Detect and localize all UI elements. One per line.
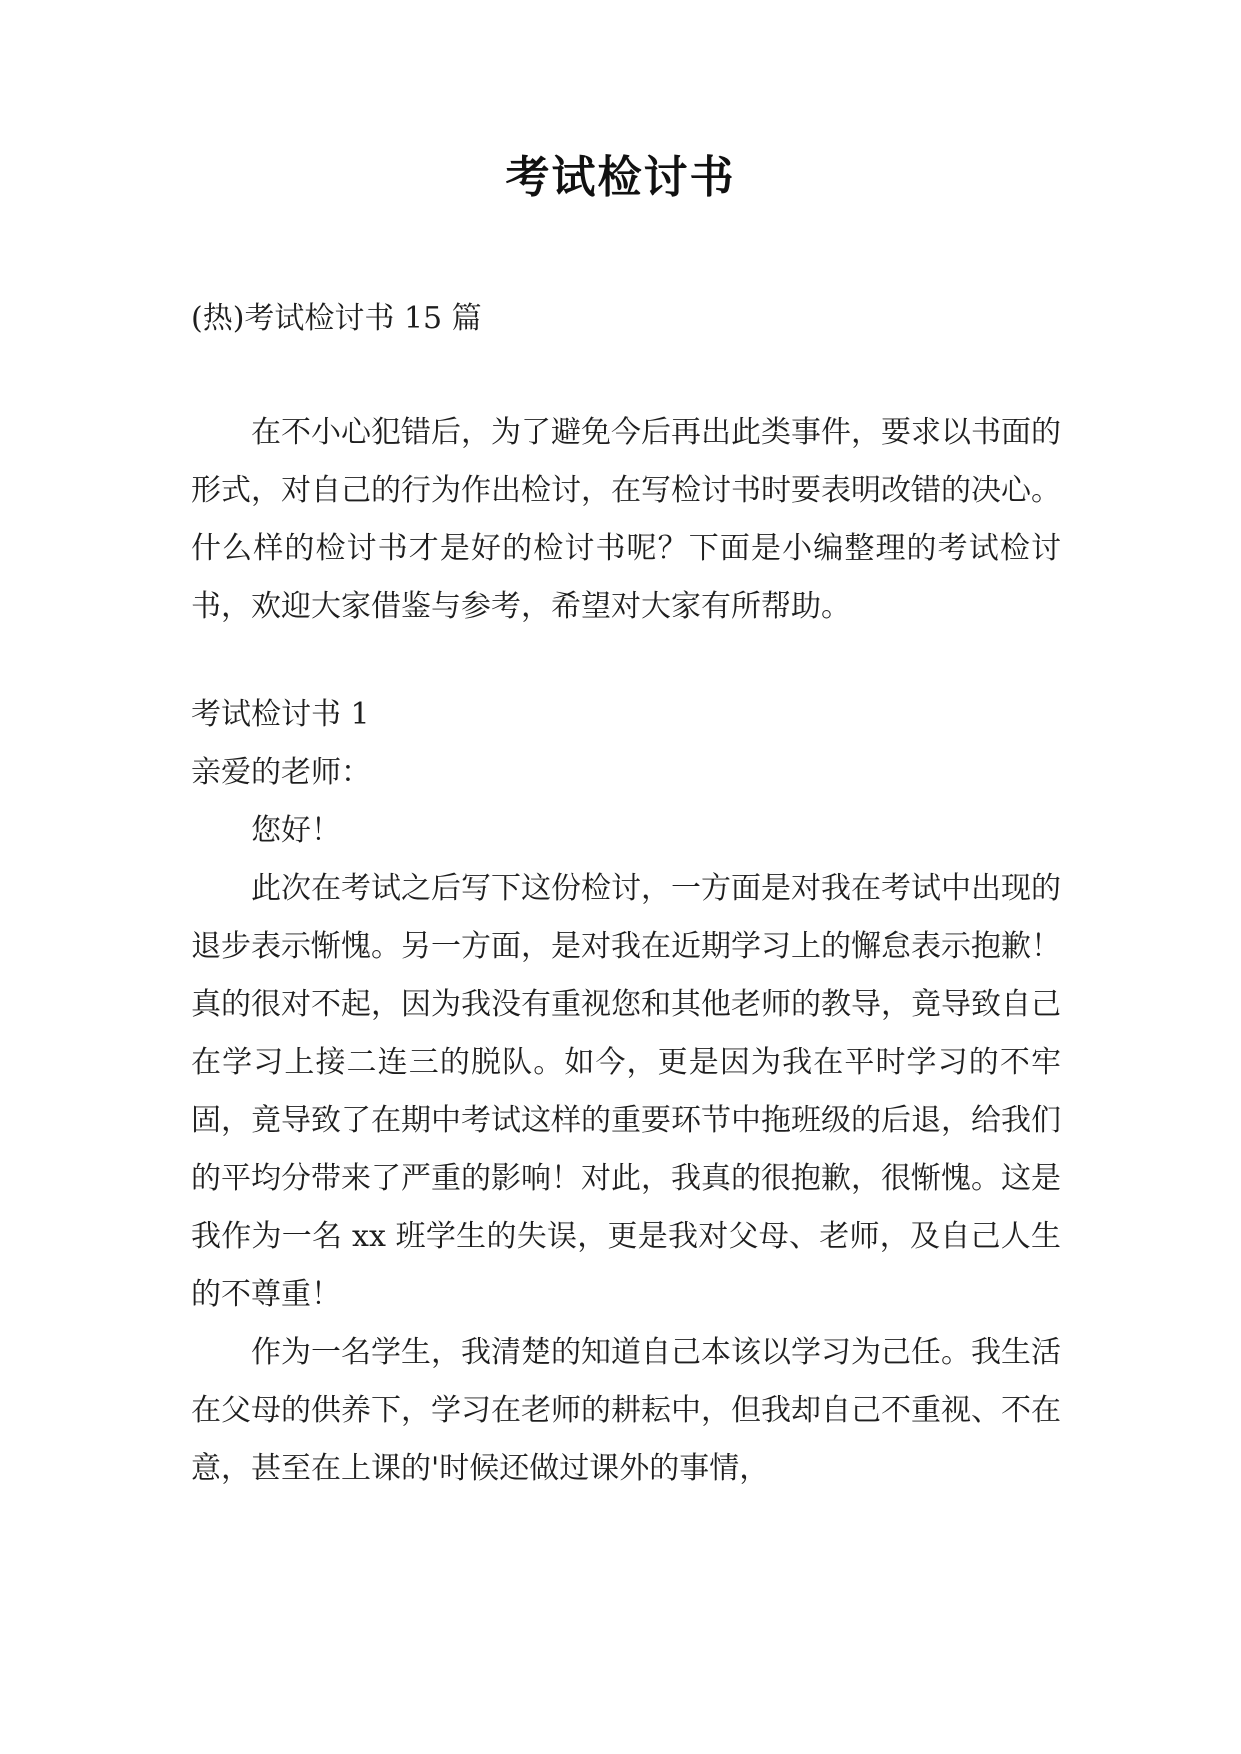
document-subtitle: (热)考试检讨书 15 篇 [191,301,482,336]
salutation: 亲爱的老师： [191,755,371,790]
section-heading: 考试检讨书 1 [191,697,370,732]
greeting: 您好！ [251,813,341,848]
body-paragraph-1: 此次在考试之后写下这份检讨，一方面是对我在考试中出现的退步表示惭愧。另一方面，是对我在近期学习上的懈怠表示抱歉！真的很对不起，因为我没有重视您和其他老师的教导，竟导致自己在学习上接二连三的脱队。如今，更是因为我在平时学习的不牢固，竟导致了在期中考试这样的重要环节中拖班级的后退，给我们的平均分带来了严重的影响！对此，我真的很抱歉，很惭愧。这是我作为一名 xx 班学生的失误，更是我对父母、老师，及自己人生的不尊重！ [191,871,1061,1312]
document-title: 考试检讨书 [505,152,736,203]
document-body [191,290,1061,1498]
body-paragraph-2: 作为一名学生，我清楚的知道自己本该以学习为己任。我生活在父母的供养下，学习在老师的耕耘中，但我却自己不重视、不在意，甚至在上课的'时候还做过课外的事情， [191,1335,1061,1486]
intro-paragraph: 在不小心犯错后，为了避免今后再出此类事件，要求以书面的形式，对自己的行为作出检讨，在写检讨书时要表明改错的决心。什么样的检讨书才是好的检讨书呢？下面是小编整理的考试检讨书，欢迎大家借鉴与参考，希望对大家有所帮助。 [191,415,1061,624]
